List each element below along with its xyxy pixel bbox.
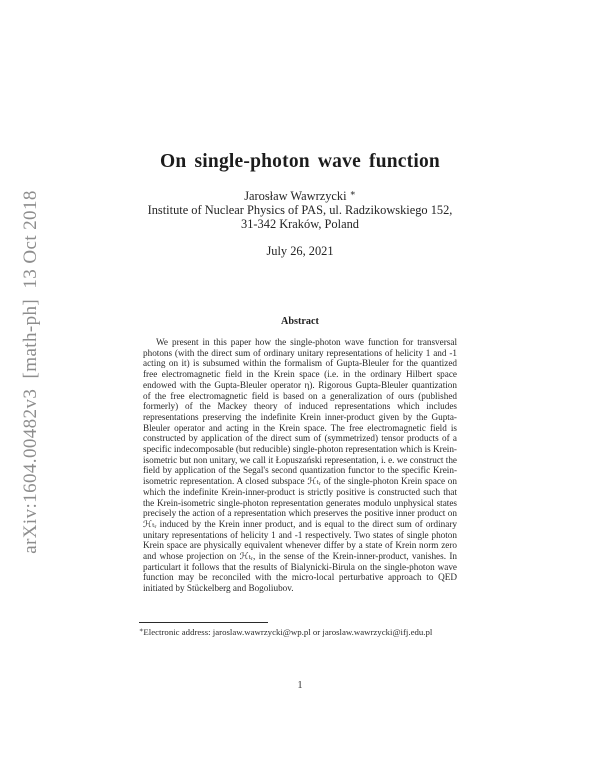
abstract-text: We present in this paper how the single-photon wave function for transversal photons (with the direct sum of ordinary unitary representations of helicity 1 and -1 acting on it) is subsumed within the formalism of Gupta-Bleuler for the quantized free electromagnetic field in the Krein space (i.e. in the ordinary Hilbert space endowed with the Gupta-Bleuler operator η). Rigorous Gupta-Bleuler quantization of the free electromagnetic field is based on a generalization of ours (published formerly) of the Mackey theory of induced representations which includes representations preserving the indefinite Krein inner-product given by the Gupta-Bleuler operator and acting in the Krein space. The free electromagnetic field is constructed by application of the direct sum of (symmetrized) tensor products of a specific indecomposable (but reducible) single-photon representation which is Krein-isometric but non unitary, we call it Łopuszański representation, i. e. we construct the field by application of the Segal's second quantization functor to the specific Krein-isometric representation. A closed subspace ℋₜᵣ of the single-photon Krein space on which the indefinite Krein-inner-product is strictly positive is constructed such that the Krein-isometric single-photon representation generates modulo unphysical states precisely the action of a representation which preserves the positive inner product on ℋₜᵣ induced by the Krein inner product, and is equal to the direct sum of ordinary unitary representations of helicity 1 and -1 respectively. Two states of single photon Krein space are physically equivalent whenever differ by a state of Krein norm zero and whose projection on ℋₜᵣ, in the sense of the Krein-inner-product, vanishes. In particulart it follows that the results of Bialynicki-Birula on the single-photon wave function may be reconciled with the micro-local perturbative approach to QED initiated by Stückelberg and Bogoliubov. xyxy=(143,337,457,594)
author-footnote-mark: ∗ xyxy=(349,188,356,198)
paper-date: July 26, 2021 xyxy=(266,244,334,258)
arxiv-watermark: arXiv:1604.00482v3 [math-ph] 13 Oct 2018 xyxy=(20,190,41,554)
page-number: 1 xyxy=(297,680,303,691)
footnote xyxy=(139,620,465,646)
footnote-content: Electronic address: jaroslaw.wawrzycki@wp.pl or jaroslaw.wawrzycki@ifj.edu.pl xyxy=(143,627,433,637)
author-block xyxy=(0,186,600,231)
author-line xyxy=(0,186,600,203)
footnote-rule xyxy=(139,622,268,623)
affiliation-line-2: 31-342 Kraków, Poland xyxy=(241,217,359,231)
footnote-mark: ∗ xyxy=(139,627,144,634)
abstract-heading: Abstract xyxy=(281,316,319,327)
paper-title: On single-photon wave function xyxy=(160,151,440,172)
footnote-line xyxy=(139,626,465,637)
affiliation-line-1: Institute of Nuclear Physics of PAS, ul. Radzikowskiego 152, xyxy=(147,203,453,217)
author-name: Jarosław Wawrzycki xyxy=(244,189,347,203)
abstract-section xyxy=(143,316,457,594)
